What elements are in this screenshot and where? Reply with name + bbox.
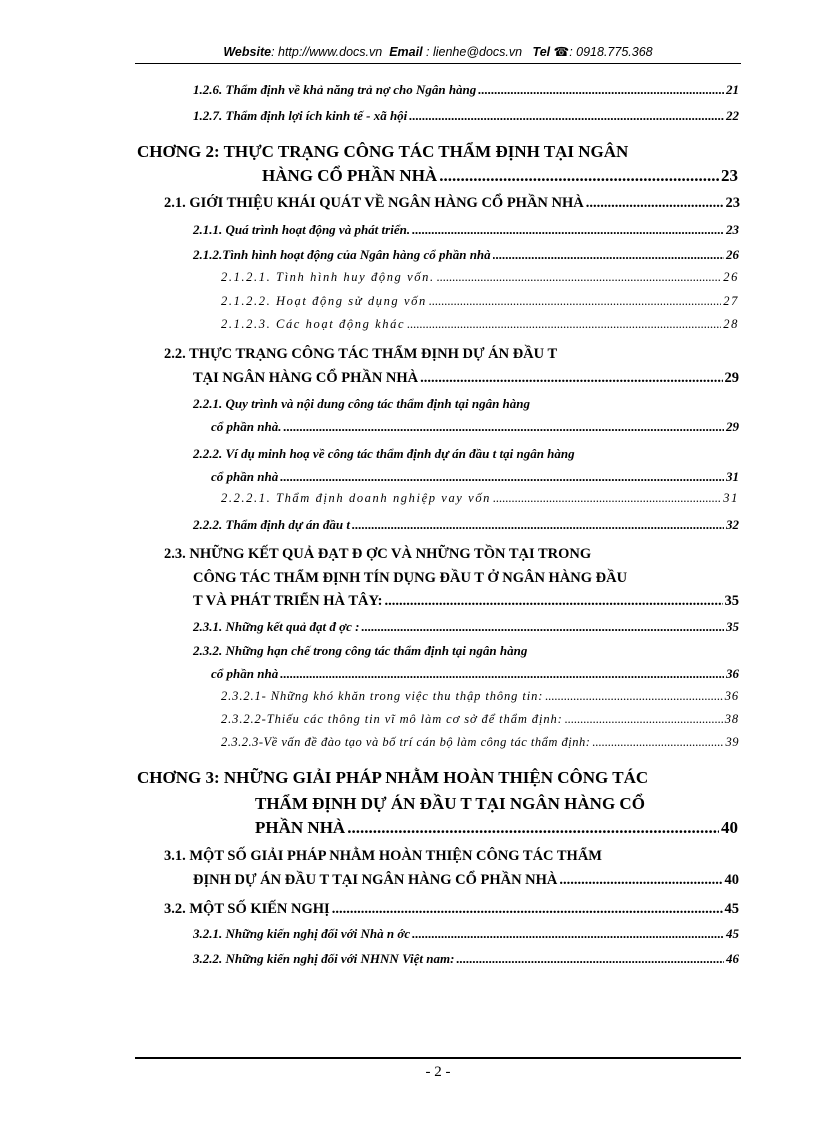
toc-entry: 1.2.6. Thẩm định về khả năng trả nợ cho Ngân hàng ..... 21 [193,82,739,98]
toc-chapter-title: THẨM ĐỊNH DỰ ÁN ĐẦU T TẠI NGÂN HÀNG CỔ [255,794,645,813]
toc-entry-title: 2.2.2. Ví dụ minh hoạ về công tác thẩm định dự án đầu t tại ngân hàng [193,446,575,461]
toc-section: 2.1. GIỚI THIỆU KHÁI QUÁT VỀ NGÂN HÀNG CỔ PHẦN NHÀ ..... 23 [164,195,740,212]
page-number: - 2 - [425,1064,451,1080]
toc-entry: 2.1.1. Quá trình hoạt động và phát triển. ..... 23 [193,222,739,238]
toc-section: 3.2. MỘT SỐ KIẾN NGHỊ ..... 45 [164,901,739,918]
toc-section-title: 2.2. THỰC TRẠNG CÔNG TÁC THẨM ĐỊNH DỰ ÁN ĐẦU T [164,346,558,362]
toc-entry: cổ phần nhà ..... 31 [211,469,739,485]
toc-chapter-title: CHƠNG 3: NHỮNG GIẢI PHÁP NHẰM HOÀN THIỆN CÔNG TÁC [137,768,649,787]
toc-entry: 3.2.2. Những kiến nghị đối với NHNN Việt nam: ..... 46 [193,951,739,967]
toc-entry: 2.3.1. Những kết quả đạt đ ợc : ..... 35 [193,619,739,635]
toc-chapter-title: CHƠNG 2: THỰC TRẠNG CÔNG TÁC THẨM ĐỊNH TẠI NGÂN [137,142,629,161]
website-label: Website [223,45,272,59]
website-value: : http://www.docs.vn [271,45,383,59]
toc-entry-title: 2.3.2. Những hạn chế trong công tác thẩm định tại ngân hàng [193,643,528,658]
toc-section: TẠI NGÂN HÀNG CỔ PHẦN NHÀ ..... 29 [193,370,739,387]
footer-rule [135,1057,741,1059]
toc-entry: 2.1.2.Tình hình hoạt động của Ngân hàng cổ phần nhà ..... 26 [193,247,739,263]
toc-subentry: 2.1.2.1. Tình hình huy động vốn. ..... 26 [221,270,739,285]
toc-section: T VÀ PHÁT TRIỂN HÀ TÂY: ..... 35 [193,593,739,610]
toc-section: ĐỊNH DỰ ÁN ĐẦU T TẠI NGÂN HÀNG CỔ PHẦN NHÀ ..... 40 [193,872,739,889]
toc-entry: 3.2.1. Những kiến nghị đối với Nhà n ớc ..... 45 [193,926,739,942]
toc-section-title: 3.1. MỘT SỐ GIẢI PHÁP NHẰM HOÀN THIỆN CÔNG TÁC THẨM [164,848,602,864]
tel-value: : 0918.775.368 [569,45,653,59]
toc-subentry: 2.3.2.2-Thiếu các thông tin vĩ mô làm cơ sở để thẩm định: ..... 38 [221,712,739,727]
email-label: Email [389,45,423,59]
toc-chapter: PHẦN NHÀ ..... 40 [255,818,738,838]
toc-entry: 1.2.7. Thẩm định lợi ích kinh tế - xã hội ..... 22 [193,108,739,124]
toc-subentry: 2.3.2.3-Về vấn đề đào tạo và bố trí cán bộ làm công tác thẩm định: ..... 39 [221,735,739,750]
email-value: : lienhe@docs.vn [426,45,523,59]
toc-subentry: 2.1.2.2. Hoạt động sử dụng vốn ..... 27 [221,294,739,309]
toc-subentry: 2.3.2.1- Những khó khăn trong việc thu thập thông tin: ..... 36 [221,689,739,704]
toc-entry: 2.2.2. Thẩm định dự án đầu t ..... 32 [193,517,739,533]
phone-icon: ☎ [553,45,570,59]
tel-label: Tel [532,45,551,59]
toc-section-title: 2.3. NHỮNG KẾT QUẢ ĐẠT Đ ỢC VÀ NHỮNG TỒN TẠI TRONG [164,546,592,562]
toc-section-title: CÔNG TÁC THẨM ĐỊNH TÍN DỤNG ĐẦU T Ở NGÂN HÀNG ĐẦU [193,570,628,586]
toc-chapter: HÀNG CỔ PHẦN NHÀ ..... 23 [262,166,738,186]
toc-entry: cổ phần nhà ..... 36 [211,666,739,682]
toc-entry: cổ phần nhà. ..... 29 [211,419,739,435]
toc-subentry: 2.2.2.1. Thẩm định doanh nghiệp vay vốn ..... 31 [221,491,739,506]
toc-entry-title: 2.2.1. Quy trình và nội dung công tác thẩm định tại ngân hàng [193,396,531,411]
toc-subentry: 2.1.2.3. Các hoạt động khác ..... 28 [221,317,739,332]
